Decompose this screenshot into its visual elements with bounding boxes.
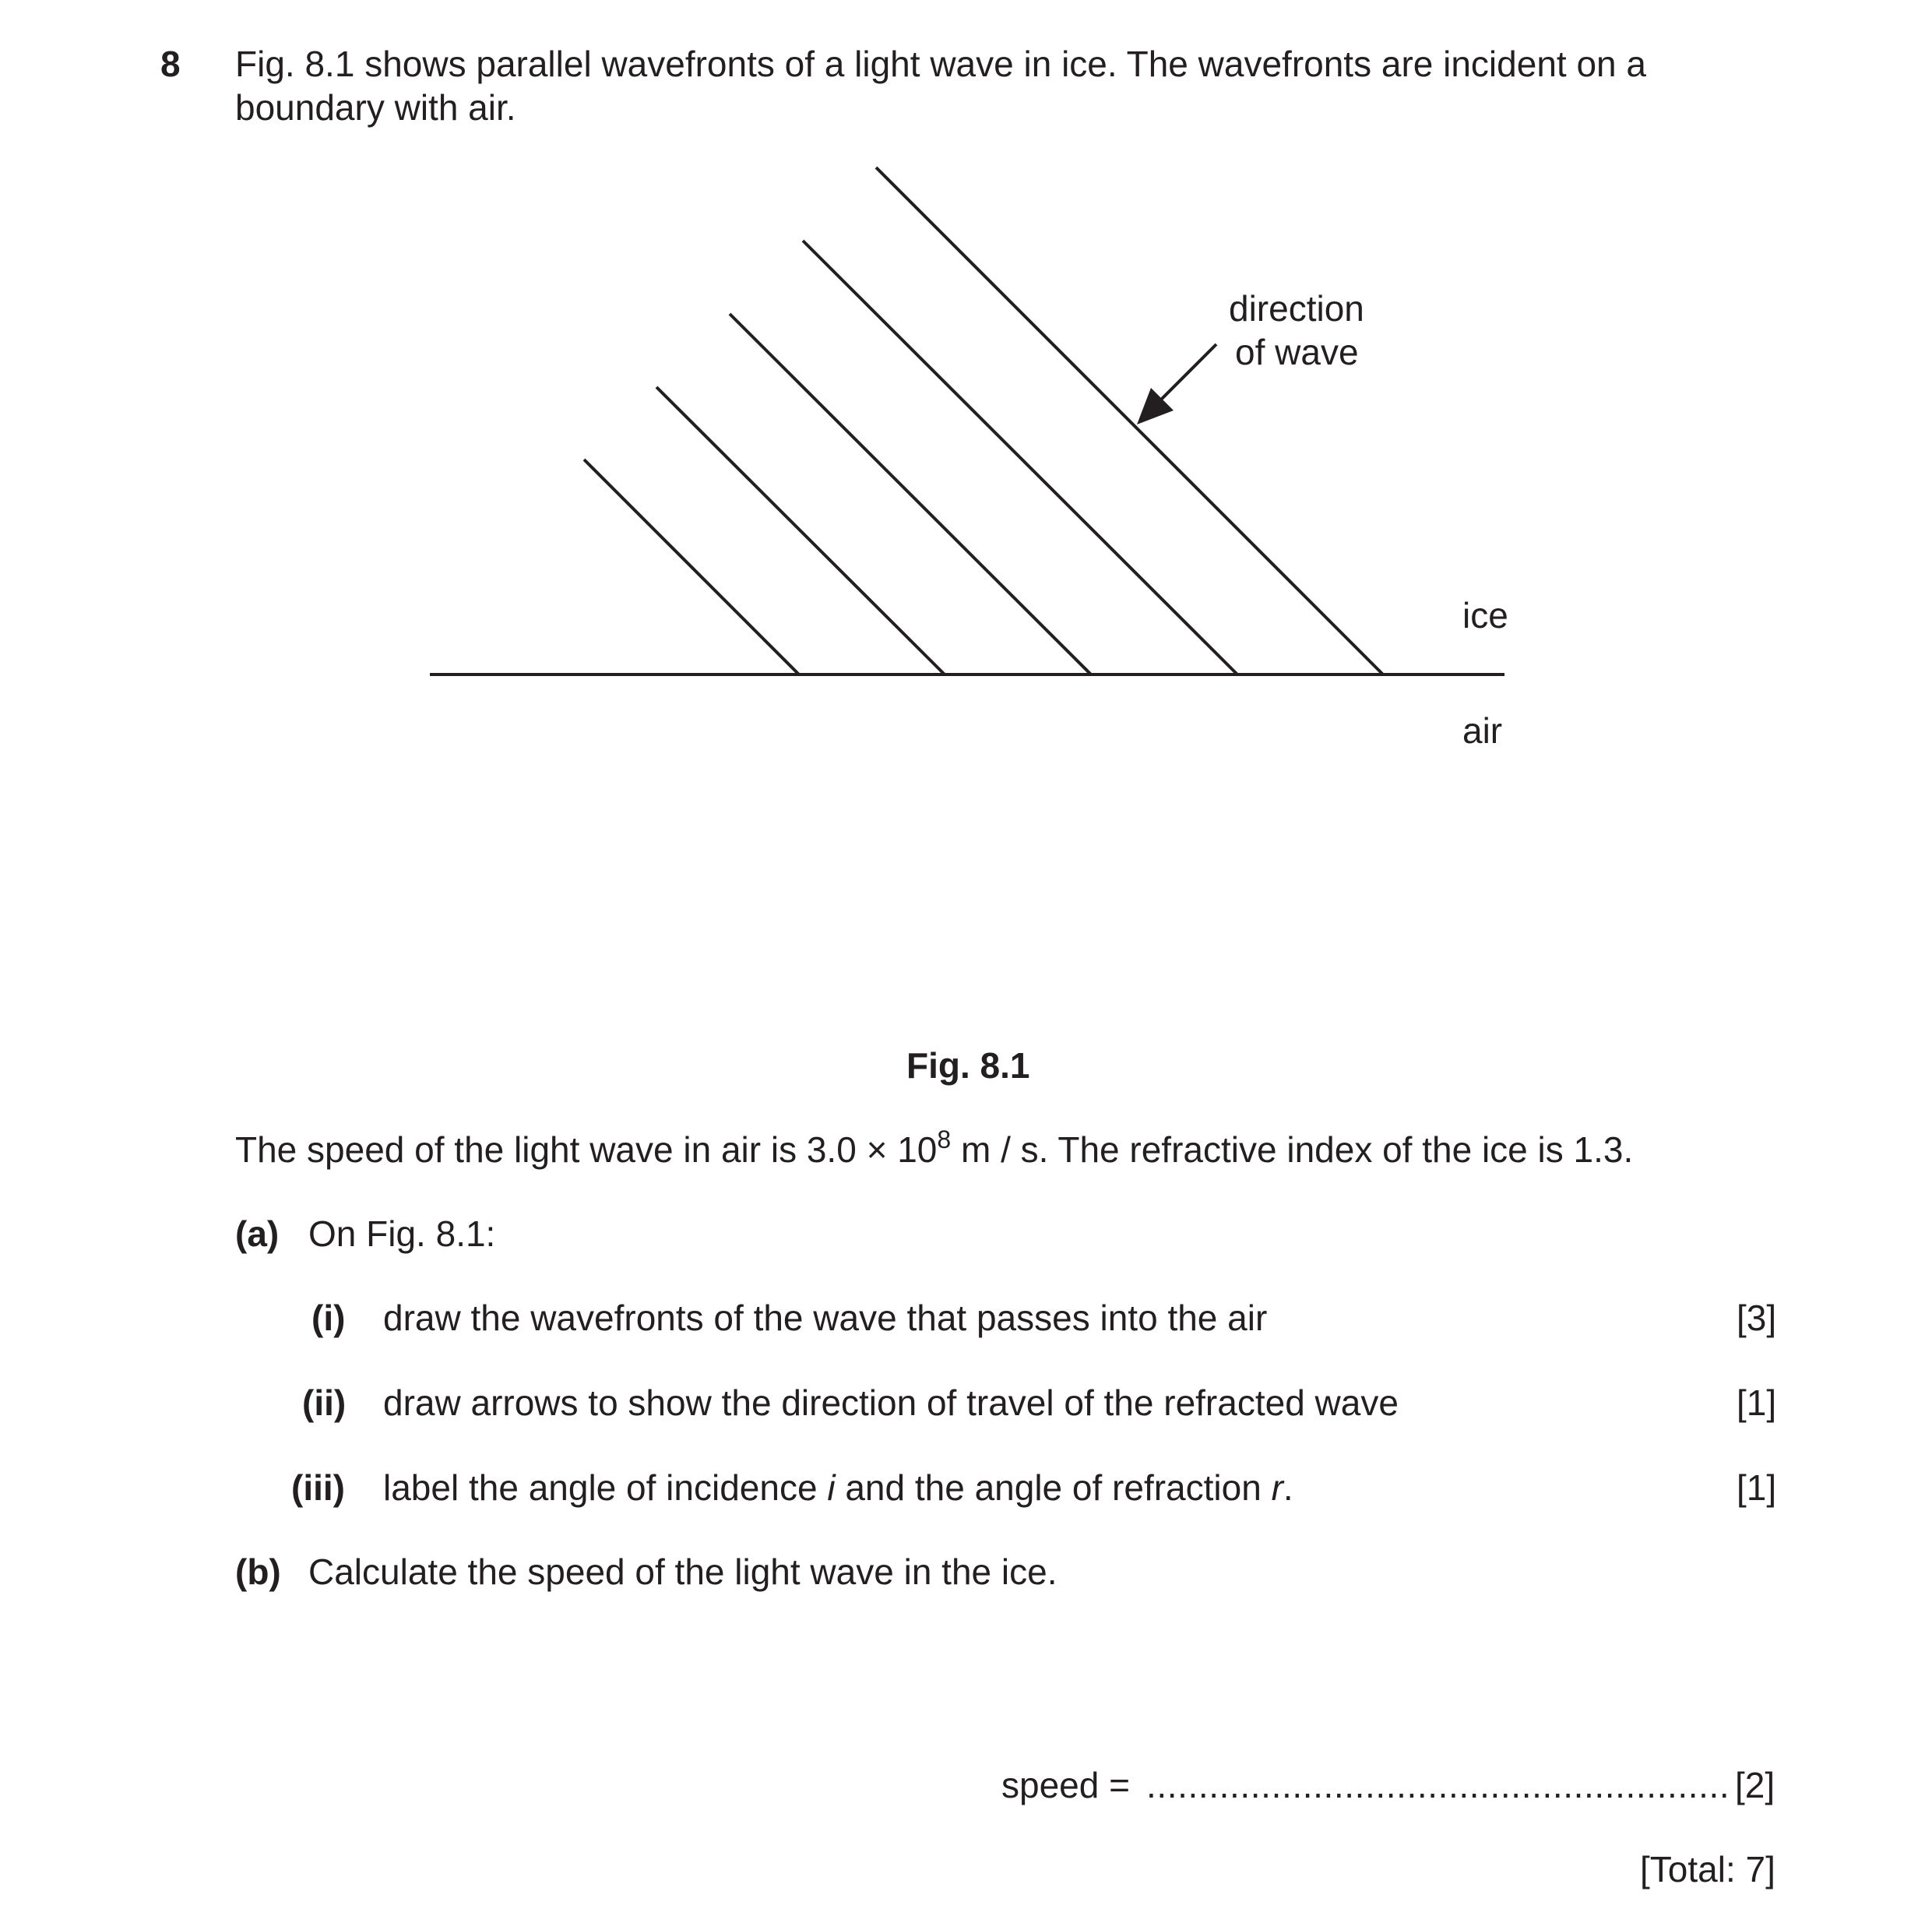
info-prefix: The speed of the light wave in air is 3.0 × 10 xyxy=(235,1129,938,1170)
subpart-iii-text-before: label the angle of incidence xyxy=(383,1467,828,1508)
wavefront-1 xyxy=(584,460,799,674)
part-b-label: (b) xyxy=(235,1551,281,1592)
subpart-i-text: draw the wavefronts of the wave that passes into the air xyxy=(383,1298,1268,1338)
angle-r-symbol: r xyxy=(1271,1467,1283,1508)
info-suffix: m / s. The refractive index of the ice is 1.3. xyxy=(951,1129,1634,1170)
direction-label-line2: of wave xyxy=(1235,332,1359,372)
air-label: air xyxy=(1462,710,1503,751)
subpart-iii-marks: [1] xyxy=(1737,1467,1777,1508)
subpart-i-label: (i) xyxy=(311,1298,346,1338)
part-b-marks: [2] xyxy=(1735,1765,1775,1805)
wavefront-3 xyxy=(730,314,1091,674)
info-exponent: 8 xyxy=(937,1125,952,1153)
total-marks: [Total: 7] xyxy=(1640,1849,1775,1889)
part-b-text: Calculate the speed of the light wave in the ice. xyxy=(308,1551,1057,1592)
wavefront-2 xyxy=(656,387,945,674)
subpart-iii-text-mid: and the angle of refraction xyxy=(835,1467,1272,1508)
subpart-ii-marks: [1] xyxy=(1737,1382,1777,1423)
part-a-text: On Fig. 8.1: xyxy=(308,1213,496,1254)
speed-answer-label: speed = xyxy=(1001,1765,1130,1805)
subpart-ii-text: draw arrows to show the direction of travel of the refracted wave xyxy=(383,1382,1399,1423)
subpart-i-marks: [3] xyxy=(1737,1298,1777,1338)
question-number: 8 xyxy=(160,44,181,84)
ice-label: ice xyxy=(1462,595,1508,636)
speed-answer-line[interactable]: ........................................................ xyxy=(1146,1765,1730,1805)
part-a-label: (a) xyxy=(235,1213,280,1254)
subpart-iii-label: (iii) xyxy=(291,1467,345,1508)
direction-label-line1: direction xyxy=(1229,288,1364,329)
wavefront-4 xyxy=(803,241,1237,674)
info-line xyxy=(235,1125,1634,1175)
subpart-iii-text-after: . xyxy=(1283,1467,1293,1508)
subpart-ii-label: (ii) xyxy=(302,1382,347,1423)
wavefront-5 xyxy=(876,167,1383,674)
angle-i-symbol: i xyxy=(827,1467,836,1508)
direction-arrow-shaft xyxy=(1160,344,1216,400)
figure-caption: Fig. 8.1 xyxy=(906,1045,1030,1086)
subpart-iii-text xyxy=(383,1466,1293,1509)
question-intro: Fig. 8.1 shows parallel wavefronts of a light wave in ice. The wavefronts are incident on a boundary with air. xyxy=(235,44,1646,128)
